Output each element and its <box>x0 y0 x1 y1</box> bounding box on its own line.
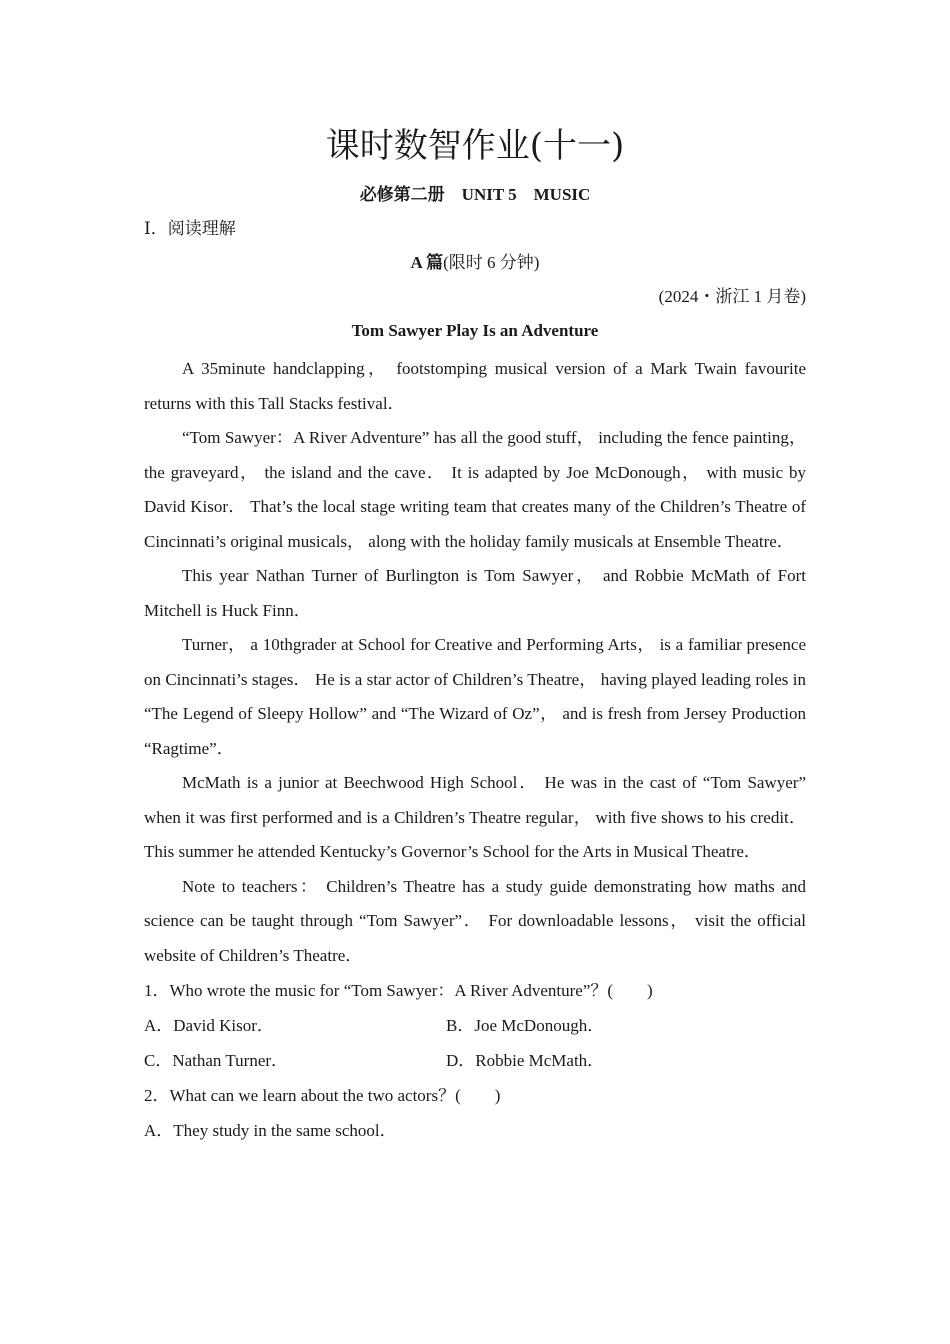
paragraph: “Tom Sawyer：A River Adventure” has all the good stuff， including the fence painting， the graveyard， the island and the cave． It is adapted by Joe McDonough， with music by David Kisor． That’s the local stage writing team that creates many of the Children’s Theatre of Cincinnati’s original musicals， along with the holiday family musicals at Ensemble Theatre． <box>144 428 806 551</box>
paragraph: A 35minute handclapping， footstomping musical version of a Mark Twain favourite returns with this Tall Stacks festival． <box>144 359 806 413</box>
section-heading: Ⅰ．阅读理解 <box>144 219 236 238</box>
passage-label-bold: A 篇 <box>410 253 444 272</box>
paragraph: Turner， a 10thgrader at School for Creative and Performing Arts， is a familiar presence on Cincinnati’s stages． He is a star actor of Children’s Theatre， having played leading roles in “The Legend of Sleepy Hollow” and “The Wizard of Oz”， and is fresh from Jersey Production “Ragtime”． <box>144 635 806 758</box>
option-row <box>144 1008 806 1043</box>
option-b: B．Joe McDonough． <box>446 1016 605 1035</box>
document-page <box>144 120 806 1148</box>
passage-label-time: (限时 6 分钟) <box>443 253 540 272</box>
option-a: A．They study in the same school． <box>144 1121 397 1140</box>
paragraph: McMath is a junior at Beechwood High School． He was in the cast of “Tom Sawyer” when it was first performed and is a Children’s Theatre regular， with five shows to his credit． This summer he attended Kentucky’s Governor’s School for the Arts in Musical Theatre． <box>144 773 806 861</box>
option-c: C．Nathan Turner． <box>144 1051 289 1070</box>
passage-source: (2024・浙江 1 月卷) <box>658 287 806 306</box>
question-stem: 2．What can we learn about the two actors？( ) <box>144 1086 501 1105</box>
page-subtitle: 必修第二册 UNIT 5 MUSIC <box>359 185 591 204</box>
option-a: A．David Kisor． <box>144 1016 274 1035</box>
passage-title: Tom Sawyer Play Is an Adventure <box>351 321 599 340</box>
paragraph: This year Nathan Turner of Burlington is Tom Sawyer， and Robbie McMath of Fort Mitchell is Huck Finn． <box>144 566 806 620</box>
page-title: 课时数智作业(十一) <box>325 126 625 166</box>
paragraph: Note to teachers： Children’s Theatre has a study guide demonstrating how maths and science can be taught through “Tom Sawyer”． For downloadable lessons， visit the official website of Children’s Theatre． <box>144 876 806 965</box>
question-2 <box>144 1078 806 1148</box>
question-1 <box>144 973 806 1078</box>
question-stem: 1．Who wrote the music for “Tom Sawyer：A River Adventure”？( ) <box>144 981 653 1000</box>
option-d: D．Robbie McMath． <box>446 1051 605 1070</box>
option-row <box>144 1043 806 1078</box>
passage-label <box>144 250 806 276</box>
